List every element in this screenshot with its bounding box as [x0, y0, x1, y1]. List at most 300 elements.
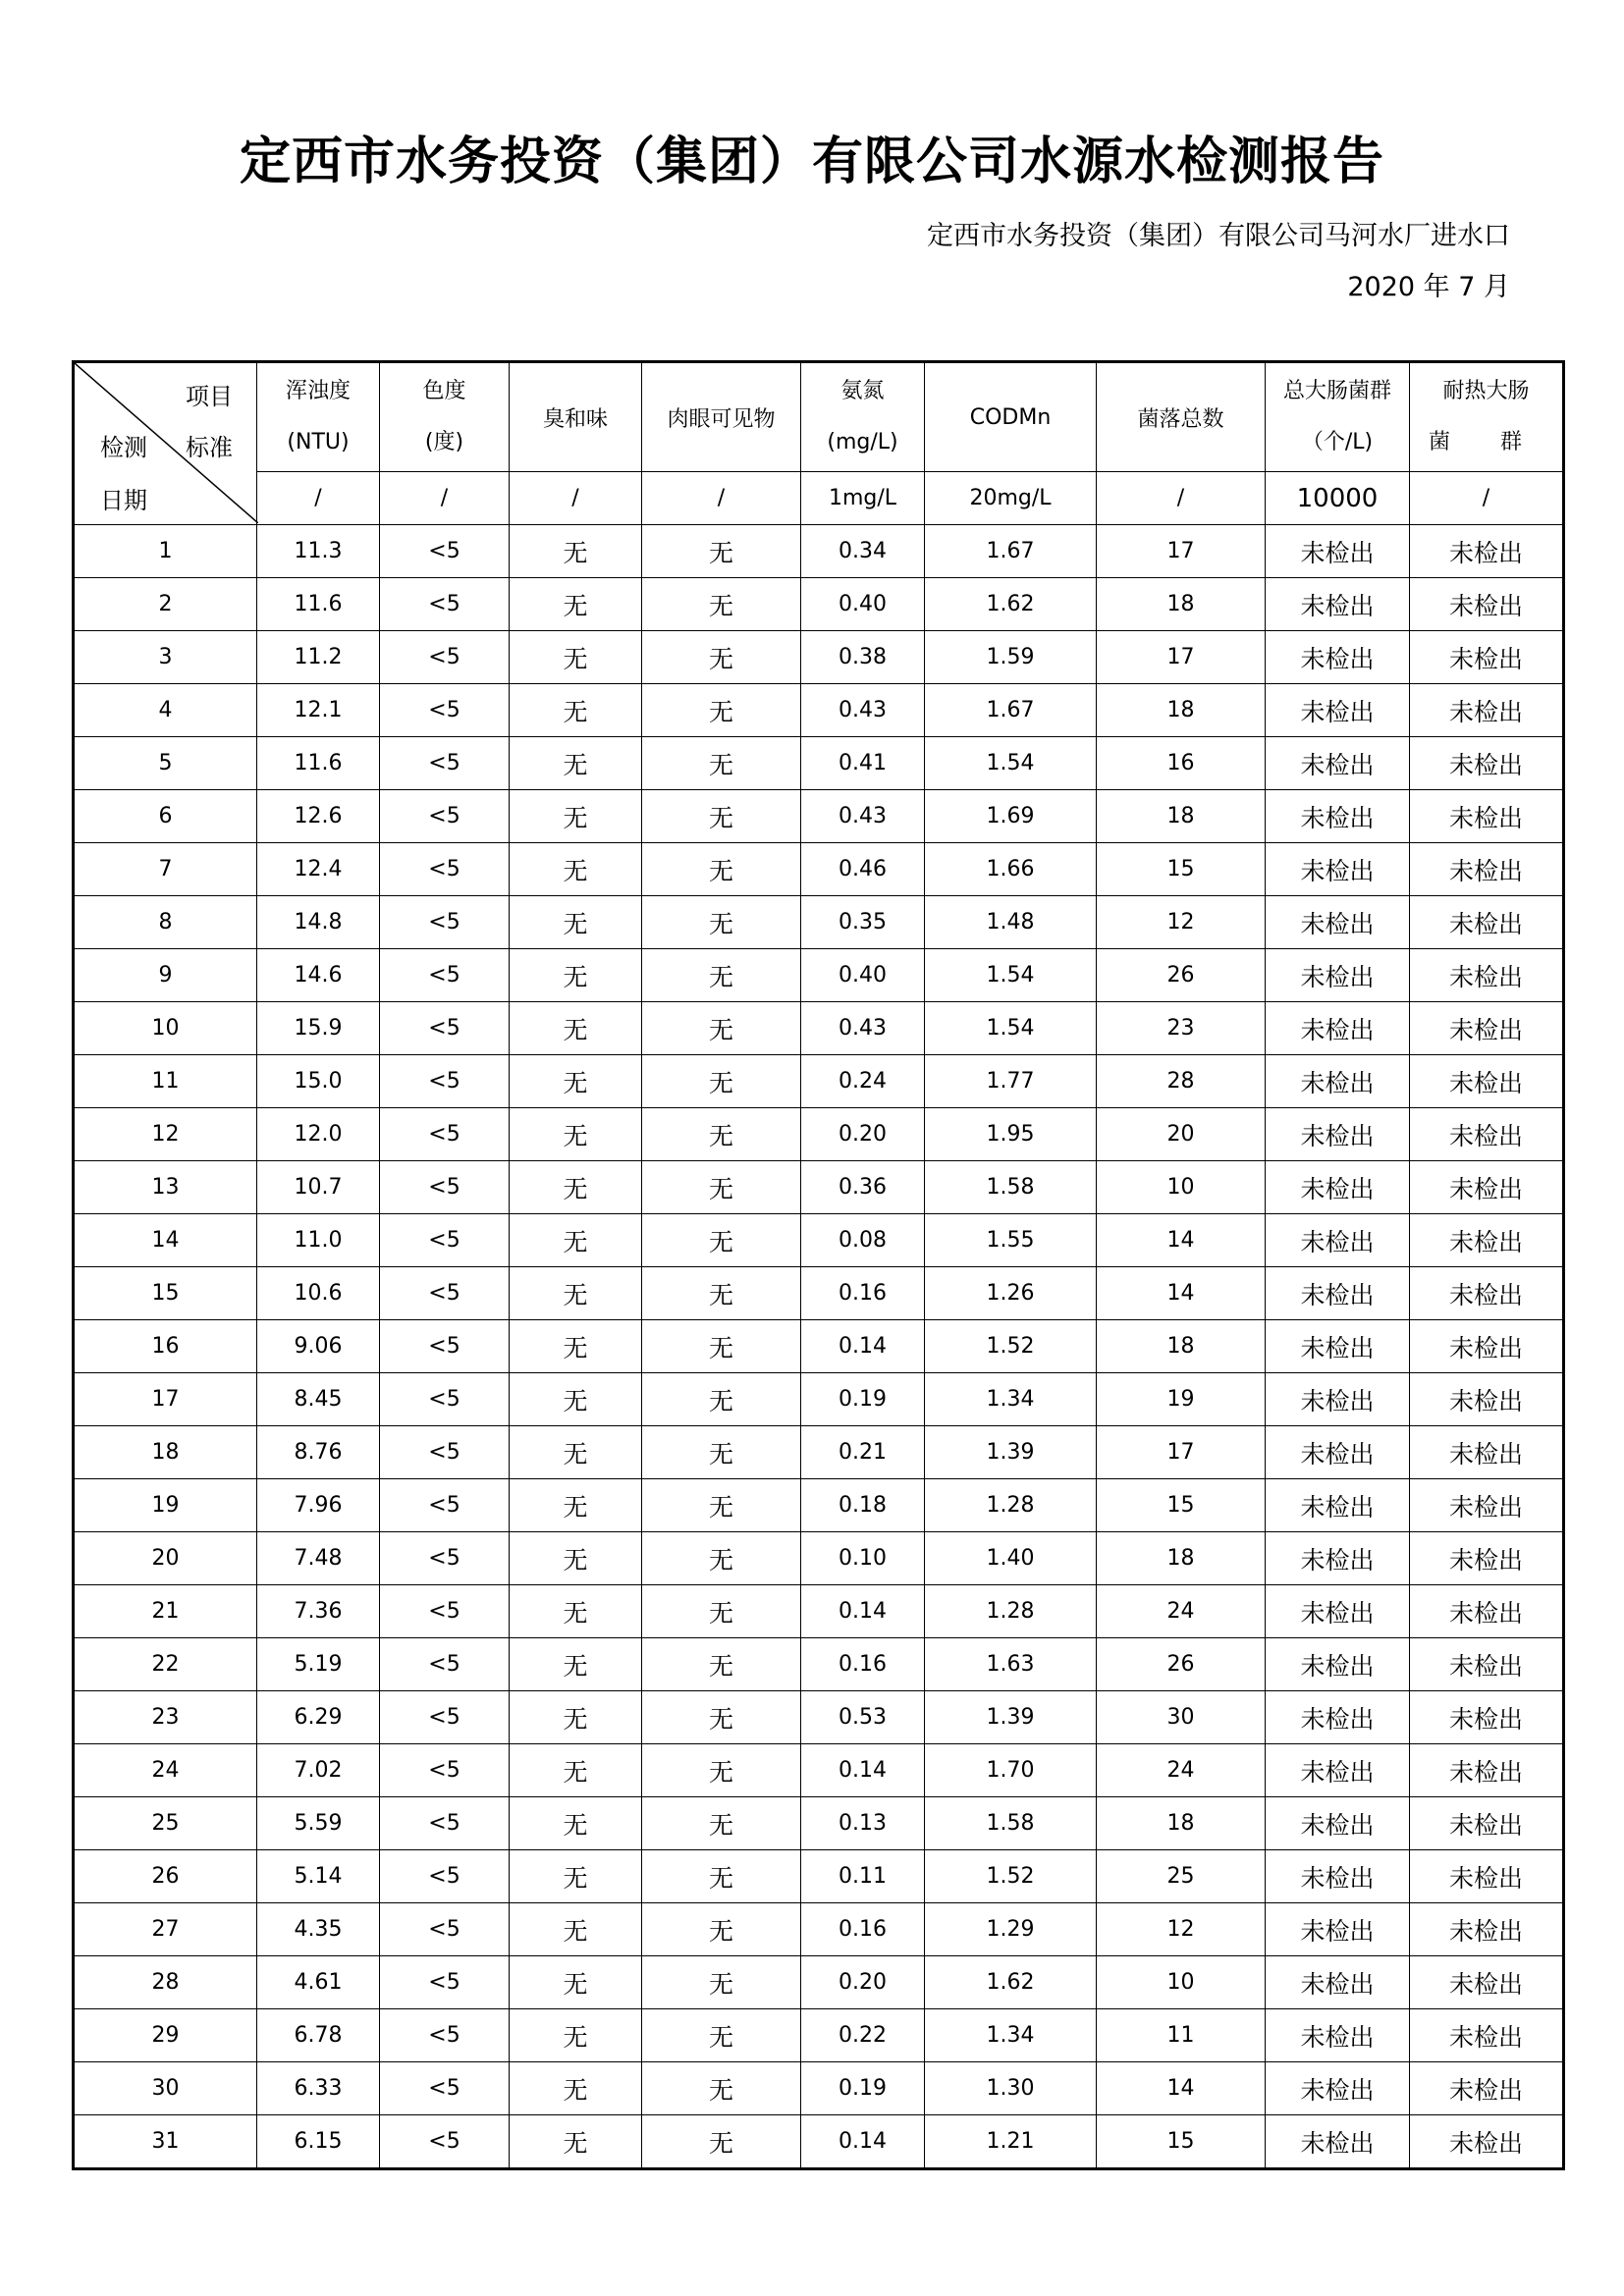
- cell-ammonia: 0.35: [801, 896, 925, 949]
- cell-ammonia: 0.11: [801, 1850, 925, 1903]
- cell-color: <5: [380, 1744, 510, 1797]
- cell-day: 2: [74, 578, 257, 631]
- cell-color: <5: [380, 2115, 510, 2169]
- cell-colony-count: 15: [1097, 1479, 1266, 1532]
- cell-total-coliform: 未检出: [1266, 843, 1410, 896]
- cell-codmn: 1.62: [925, 578, 1097, 631]
- cell-codmn: 1.29: [925, 1903, 1097, 1956]
- cell-turbidity: 5.59: [257, 1797, 380, 1850]
- cell-colony-count: 12: [1097, 1903, 1266, 1956]
- cell-codmn: 1.52: [925, 1320, 1097, 1373]
- cell-total-coliform: 未检出: [1266, 790, 1410, 843]
- table-row: [74, 525, 1564, 578]
- cell-colony-count: 24: [1097, 1585, 1266, 1638]
- cell-visible-matter: 无: [642, 1373, 801, 1426]
- cell-odor: 无: [510, 1797, 642, 1850]
- cell-codmn: 1.54: [925, 737, 1097, 790]
- cell-total-coliform: 未检出: [1266, 1055, 1410, 1108]
- cell-ammonia: 0.19: [801, 1373, 925, 1426]
- cell-day: 24: [74, 1744, 257, 1797]
- cell-color: <5: [380, 1585, 510, 1638]
- cell-odor: 无: [510, 1426, 642, 1479]
- cell-day: 27: [74, 1903, 257, 1956]
- cell-day: 23: [74, 1691, 257, 1744]
- table-row: [74, 737, 1564, 790]
- cell-odor: 无: [510, 1108, 642, 1161]
- cell-codmn: 1.54: [925, 949, 1097, 1002]
- cell-ammonia: 0.22: [801, 2009, 925, 2062]
- col-header-label-2: 菌 群: [1429, 430, 1543, 454]
- cell-colony-count: 10: [1097, 1956, 1266, 2009]
- cell-odor: 无: [510, 1744, 642, 1797]
- header-row-standards: [74, 472, 1564, 525]
- cell-total-coliform: 未检出: [1266, 2062, 1410, 2115]
- cell-day: 20: [74, 1532, 257, 1585]
- cell-ammonia: 0.34: [801, 525, 925, 578]
- cell-turbidity: 6.78: [257, 2009, 380, 2062]
- cell-turbidity: 7.96: [257, 1479, 380, 1532]
- cell-color: <5: [380, 1002, 510, 1055]
- cell-day: 5: [74, 737, 257, 790]
- cell-day: 12: [74, 1108, 257, 1161]
- cell-turbidity: 6.29: [257, 1691, 380, 1744]
- cell-color: <5: [380, 631, 510, 684]
- cell-colony-count: 11: [1097, 2009, 1266, 2062]
- cell-thermotolerant-coliform: 未检出: [1410, 2115, 1564, 2169]
- cell-odor: 无: [510, 1956, 642, 2009]
- cell-thermotolerant-coliform: 未检出: [1410, 1002, 1564, 1055]
- cell-total-coliform: 未检出: [1266, 1956, 1410, 2009]
- cell-codmn: 1.62: [925, 1956, 1097, 2009]
- cell-visible-matter: 无: [642, 1850, 801, 1903]
- cell-codmn: 1.54: [925, 1002, 1097, 1055]
- cell-colony-count: 24: [1097, 1744, 1266, 1797]
- col-header-odor: [510, 362, 642, 472]
- cell-color: <5: [380, 1691, 510, 1744]
- cell-day: 22: [74, 1638, 257, 1691]
- cell-total-coliform: 未检出: [1266, 525, 1410, 578]
- cell-turbidity: 6.33: [257, 2062, 380, 2115]
- cell-odor: 无: [510, 737, 642, 790]
- table-row: [74, 1108, 1564, 1161]
- cell-color: <5: [380, 1638, 510, 1691]
- cell-visible-matter: 无: [642, 737, 801, 790]
- cell-visible-matter: 无: [642, 843, 801, 896]
- col-header-turbidity: [257, 362, 380, 472]
- cell-codmn: 1.95: [925, 1108, 1097, 1161]
- col-header-label: 菌落总数: [1137, 406, 1224, 432]
- cell-odor: 无: [510, 1002, 642, 1055]
- cell-color: <5: [380, 684, 510, 737]
- table-row: [74, 949, 1564, 1002]
- cell-turbidity: 12.4: [257, 843, 380, 896]
- col-header-label: 肉眼可见物: [667, 406, 776, 432]
- cell-colony-count: 30: [1097, 1691, 1266, 1744]
- col-header-unit: (度): [424, 430, 464, 454]
- cell-turbidity: 15.9: [257, 1002, 380, 1055]
- cell-codmn: 1.58: [925, 1161, 1097, 1214]
- col-header-label: 氨氮: [840, 379, 885, 403]
- cell-thermotolerant-coliform: 未检出: [1410, 1956, 1564, 2009]
- cell-day: 25: [74, 1797, 257, 1850]
- table-row: [74, 2115, 1564, 2169]
- cell-odor: 无: [510, 790, 642, 843]
- cell-total-coliform: 未检出: [1266, 1267, 1410, 1320]
- cell-ammonia: 0.16: [801, 1903, 925, 1956]
- cell-turbidity: 11.6: [257, 578, 380, 631]
- cell-total-coliform: 未检出: [1266, 1479, 1410, 1532]
- cell-total-coliform: 未检出: [1266, 949, 1410, 1002]
- cell-turbidity: 9.06: [257, 1320, 380, 1373]
- cell-ammonia: 0.08: [801, 1214, 925, 1267]
- cell-codmn: 1.39: [925, 1691, 1097, 1744]
- cell-colony-count: 14: [1097, 1267, 1266, 1320]
- cell-codmn: 1.66: [925, 843, 1097, 896]
- cell-color: <5: [380, 1850, 510, 1903]
- cell-turbidity: 14.8: [257, 896, 380, 949]
- cell-turbidity: 11.2: [257, 631, 380, 684]
- cell-day: 29: [74, 2009, 257, 2062]
- cell-color: <5: [380, 949, 510, 1002]
- col-header-label: 耐热大肠: [1442, 379, 1530, 403]
- cell-odor: 无: [510, 1532, 642, 1585]
- cell-odor: 无: [510, 843, 642, 896]
- table-row: [74, 843, 1564, 896]
- cell-odor: 无: [510, 684, 642, 737]
- table-row: [74, 2009, 1564, 2062]
- cell-turbidity: 5.14: [257, 1850, 380, 1903]
- cell-turbidity: 7.36: [257, 1585, 380, 1638]
- table-row: [74, 578, 1564, 631]
- corner-label-date: 日期: [100, 487, 147, 514]
- cell-color: <5: [380, 1956, 510, 2009]
- cell-ammonia: 0.10: [801, 1532, 925, 1585]
- cell-day: 4: [74, 684, 257, 737]
- cell-total-coliform: 未检出: [1266, 1161, 1410, 1214]
- cell-thermotolerant-coliform: 未检出: [1410, 631, 1564, 684]
- cell-odor: 无: [510, 1373, 642, 1426]
- cell-color: <5: [380, 1532, 510, 1585]
- cell-thermotolerant-coliform: 未检出: [1410, 1320, 1564, 1373]
- cell-thermotolerant-coliform: 未检出: [1410, 843, 1564, 896]
- cell-color: <5: [380, 1108, 510, 1161]
- cell-total-coliform: 未检出: [1266, 1002, 1410, 1055]
- cell-visible-matter: 无: [642, 1055, 801, 1108]
- cell-codmn: 1.59: [925, 631, 1097, 684]
- col-header-label: CODMn: [969, 404, 1052, 430]
- cell-total-coliform: 未检出: [1266, 896, 1410, 949]
- cell-day: 8: [74, 896, 257, 949]
- col-header-color: [380, 362, 510, 472]
- cell-visible-matter: 无: [642, 1691, 801, 1744]
- cell-turbidity: 6.15: [257, 2115, 380, 2169]
- cell-thermotolerant-coliform: 未检出: [1410, 1797, 1564, 1850]
- table-row: [74, 1797, 1564, 1850]
- cell-color: <5: [380, 1797, 510, 1850]
- cell-turbidity: 11.6: [257, 737, 380, 790]
- cell-ammonia: 0.14: [801, 1320, 925, 1373]
- table-row: [74, 1956, 1564, 2009]
- table-row: [74, 1426, 1564, 1479]
- cell-odor: 无: [510, 631, 642, 684]
- table-row: [74, 684, 1564, 737]
- cell-ammonia: 0.21: [801, 1426, 925, 1479]
- cell-thermotolerant-coliform: 未检出: [1410, 1532, 1564, 1585]
- col-header-colony-count: [1097, 362, 1266, 472]
- table-row: [74, 631, 1564, 684]
- cell-visible-matter: 无: [642, 684, 801, 737]
- cell-day: 15: [74, 1267, 257, 1320]
- cell-thermotolerant-coliform: 未检出: [1410, 1903, 1564, 1956]
- cell-thermotolerant-coliform: 未检出: [1410, 1850, 1564, 1903]
- cell-color: <5: [380, 525, 510, 578]
- table-row: [74, 1850, 1564, 1903]
- cell-thermotolerant-coliform: 未检出: [1410, 949, 1564, 1002]
- cell-odor: 无: [510, 1214, 642, 1267]
- cell-odor: 无: [510, 2009, 642, 2062]
- table-row: [74, 1479, 1564, 1532]
- cell-color: <5: [380, 2009, 510, 2062]
- col-header-label: 色度: [422, 379, 466, 403]
- cell-ammonia: 0.46: [801, 843, 925, 896]
- cell-odor: 无: [510, 1055, 642, 1108]
- report-date: 2020 年 7 月: [1347, 272, 1510, 302]
- cell-ammonia: 0.18: [801, 1479, 925, 1532]
- cell-color: <5: [380, 2062, 510, 2115]
- cell-codmn: 1.58: [925, 1797, 1097, 1850]
- standard-turbidity: /: [257, 472, 380, 525]
- table-row: [74, 790, 1564, 843]
- cell-ammonia: 0.19: [801, 2062, 925, 2115]
- cell-ammonia: 0.43: [801, 684, 925, 737]
- col-header-total-coliform: [1266, 362, 1410, 472]
- cell-turbidity: 10.6: [257, 1267, 380, 1320]
- cell-thermotolerant-coliform: 未检出: [1410, 2062, 1564, 2115]
- cell-odor: 无: [510, 1691, 642, 1744]
- cell-colony-count: 15: [1097, 843, 1266, 896]
- cell-day: 21: [74, 1585, 257, 1638]
- cell-turbidity: 14.6: [257, 949, 380, 1002]
- cell-thermotolerant-coliform: 未检出: [1410, 1267, 1564, 1320]
- col-header-label: 臭和味: [542, 406, 608, 432]
- cell-turbidity: 7.48: [257, 1532, 380, 1585]
- cell-odor: 无: [510, 2115, 642, 2169]
- cell-odor: 无: [510, 525, 642, 578]
- cell-colony-count: 28: [1097, 1055, 1266, 1108]
- cell-ammonia: 0.41: [801, 737, 925, 790]
- standard-color: /: [380, 472, 510, 525]
- cell-thermotolerant-coliform: 未检出: [1410, 578, 1564, 631]
- cell-ammonia: 0.20: [801, 1108, 925, 1161]
- table-row: [74, 1267, 1564, 1320]
- cell-total-coliform: 未检出: [1266, 1744, 1410, 1797]
- cell-thermotolerant-coliform: 未检出: [1410, 1744, 1564, 1797]
- cell-visible-matter: 无: [642, 896, 801, 949]
- cell-total-coliform: 未检出: [1266, 1797, 1410, 1850]
- cell-color: <5: [380, 1055, 510, 1108]
- col-header-unit: (NTU): [287, 430, 350, 454]
- cell-codmn: 1.34: [925, 2009, 1097, 2062]
- cell-ammonia: 0.16: [801, 1267, 925, 1320]
- cell-total-coliform: 未检出: [1266, 631, 1410, 684]
- cell-total-coliform: 未检出: [1266, 1691, 1410, 1744]
- standard-visible-matter: /: [642, 472, 801, 525]
- cell-colony-count: 17: [1097, 1426, 1266, 1479]
- cell-colony-count: 20: [1097, 1108, 1266, 1161]
- cell-total-coliform: 未检出: [1266, 1108, 1410, 1161]
- standard-ammonia: 1mg/L: [801, 472, 925, 525]
- cell-odor: 无: [510, 1320, 642, 1373]
- cell-visible-matter: 无: [642, 790, 801, 843]
- cell-colony-count: 17: [1097, 631, 1266, 684]
- table-row: [74, 1320, 1564, 1373]
- cell-color: <5: [380, 790, 510, 843]
- table-row: [74, 1903, 1564, 1956]
- cell-turbidity: 11.3: [257, 525, 380, 578]
- cell-visible-matter: 无: [642, 1426, 801, 1479]
- report-location: 定西市水务投资（集团）有限公司马河水厂进水口: [927, 221, 1510, 251]
- cell-thermotolerant-coliform: 未检出: [1410, 1373, 1564, 1426]
- cell-visible-matter: 无: [642, 525, 801, 578]
- cell-turbidity: 11.0: [257, 1214, 380, 1267]
- cell-ammonia: 0.40: [801, 949, 925, 1002]
- cell-ammonia: 0.43: [801, 1002, 925, 1055]
- cell-day: 28: [74, 1956, 257, 2009]
- cell-odor: 无: [510, 1850, 642, 1903]
- col-header-thermotolerant-coliform: [1410, 362, 1564, 472]
- cell-color: <5: [380, 578, 510, 631]
- cell-turbidity: 8.76: [257, 1426, 380, 1479]
- cell-thermotolerant-coliform: 未检出: [1410, 1161, 1564, 1214]
- cell-colony-count: 19: [1097, 1373, 1266, 1426]
- cell-codmn: 1.39: [925, 1426, 1097, 1479]
- water-quality-table: [72, 360, 1565, 2170]
- cell-colony-count: 17: [1097, 525, 1266, 578]
- cell-day: 30: [74, 2062, 257, 2115]
- cell-total-coliform: 未检出: [1266, 1850, 1410, 1903]
- cell-thermotolerant-coliform: 未检出: [1410, 790, 1564, 843]
- cell-colony-count: 18: [1097, 1532, 1266, 1585]
- table-row: [74, 1002, 1564, 1055]
- cell-thermotolerant-coliform: 未检出: [1410, 1426, 1564, 1479]
- cell-codmn: 1.52: [925, 1850, 1097, 1903]
- cell-thermotolerant-coliform: 未检出: [1410, 737, 1564, 790]
- cell-visible-matter: 无: [642, 2009, 801, 2062]
- cell-color: <5: [380, 1214, 510, 1267]
- cell-color: <5: [380, 896, 510, 949]
- cell-color: <5: [380, 1373, 510, 1426]
- cell-thermotolerant-coliform: 未检出: [1410, 1108, 1564, 1161]
- cell-visible-matter: 无: [642, 1320, 801, 1373]
- cell-total-coliform: 未检出: [1266, 1585, 1410, 1638]
- cell-ammonia: 0.36: [801, 1161, 925, 1214]
- cell-ammonia: 0.20: [801, 1956, 925, 2009]
- report-title: 定西市水务投资（集团）有限公司水源水检测报告: [239, 133, 1384, 191]
- cell-turbidity: 4.61: [257, 1956, 380, 2009]
- col-header-codmn: [925, 362, 1097, 472]
- cell-color: <5: [380, 1161, 510, 1214]
- cell-day: 10: [74, 1002, 257, 1055]
- standard-colony-count: /: [1097, 472, 1266, 525]
- cell-visible-matter: 无: [642, 2062, 801, 2115]
- cell-colony-count: 18: [1097, 578, 1266, 631]
- cell-codmn: 1.28: [925, 1585, 1097, 1638]
- cell-ammonia: 0.43: [801, 790, 925, 843]
- table-row: [74, 1691, 1564, 1744]
- cell-colony-count: 18: [1097, 1797, 1266, 1850]
- cell-color: <5: [380, 1426, 510, 1479]
- cell-visible-matter: 无: [642, 1479, 801, 1532]
- cell-colony-count: 16: [1097, 737, 1266, 790]
- cell-visible-matter: 无: [642, 1638, 801, 1691]
- cell-colony-count: 26: [1097, 1638, 1266, 1691]
- cell-colony-count: 12: [1097, 896, 1266, 949]
- cell-visible-matter: 无: [642, 1956, 801, 2009]
- cell-visible-matter: 无: [642, 1585, 801, 1638]
- cell-color: <5: [380, 1320, 510, 1373]
- cell-visible-matter: 无: [642, 1744, 801, 1797]
- cell-visible-matter: 无: [642, 578, 801, 631]
- cell-thermotolerant-coliform: 未检出: [1410, 896, 1564, 949]
- cell-colony-count: 23: [1097, 1002, 1266, 1055]
- cell-day: 13: [74, 1161, 257, 1214]
- cell-thermotolerant-coliform: 未检出: [1410, 1479, 1564, 1532]
- cell-thermotolerant-coliform: 未检出: [1410, 684, 1564, 737]
- cell-total-coliform: 未检出: [1266, 1903, 1410, 1956]
- table-row: [74, 1214, 1564, 1267]
- cell-odor: 无: [510, 1161, 642, 1214]
- cell-odor: 无: [510, 949, 642, 1002]
- header-corner-cell: [74, 362, 257, 525]
- cell-turbidity: 15.0: [257, 1055, 380, 1108]
- cell-odor: 无: [510, 1267, 642, 1320]
- cell-turbidity: 5.19: [257, 1638, 380, 1691]
- cell-codmn: 1.48: [925, 896, 1097, 949]
- header-row-items: [74, 362, 1564, 472]
- cell-ammonia: 0.14: [801, 2115, 925, 2169]
- cell-day: 19: [74, 1479, 257, 1532]
- cell-total-coliform: 未检出: [1266, 578, 1410, 631]
- cell-turbidity: 12.6: [257, 790, 380, 843]
- cell-thermotolerant-coliform: 未检出: [1410, 1638, 1564, 1691]
- cell-codmn: 1.55: [925, 1214, 1097, 1267]
- corner-label-check: 检测: [100, 434, 147, 461]
- cell-visible-matter: 无: [642, 1532, 801, 1585]
- cell-colony-count: 18: [1097, 684, 1266, 737]
- cell-odor: 无: [510, 578, 642, 631]
- cell-visible-matter: 无: [642, 1903, 801, 1956]
- cell-thermotolerant-coliform: 未检出: [1410, 1214, 1564, 1267]
- col-header-label: 总大肠菌群: [1282, 379, 1391, 403]
- cell-codmn: 1.21: [925, 2115, 1097, 2169]
- cell-ammonia: 0.14: [801, 1744, 925, 1797]
- cell-day: 17: [74, 1373, 257, 1426]
- cell-ammonia: 0.13: [801, 1797, 925, 1850]
- cell-odor: 无: [510, 1638, 642, 1691]
- cell-codmn: 1.26: [925, 1267, 1097, 1320]
- table-row: [74, 1161, 1564, 1214]
- cell-total-coliform: 未检出: [1266, 2115, 1410, 2169]
- cell-day: 16: [74, 1320, 257, 1373]
- cell-colony-count: 18: [1097, 1320, 1266, 1373]
- cell-day: 7: [74, 843, 257, 896]
- cell-total-coliform: 未检出: [1266, 1426, 1410, 1479]
- cell-colony-count: 26: [1097, 949, 1266, 1002]
- cell-ammonia: 0.14: [801, 1585, 925, 1638]
- cell-colony-count: 10: [1097, 1161, 1266, 1214]
- cell-turbidity: 8.45: [257, 1373, 380, 1426]
- cell-visible-matter: 无: [642, 949, 801, 1002]
